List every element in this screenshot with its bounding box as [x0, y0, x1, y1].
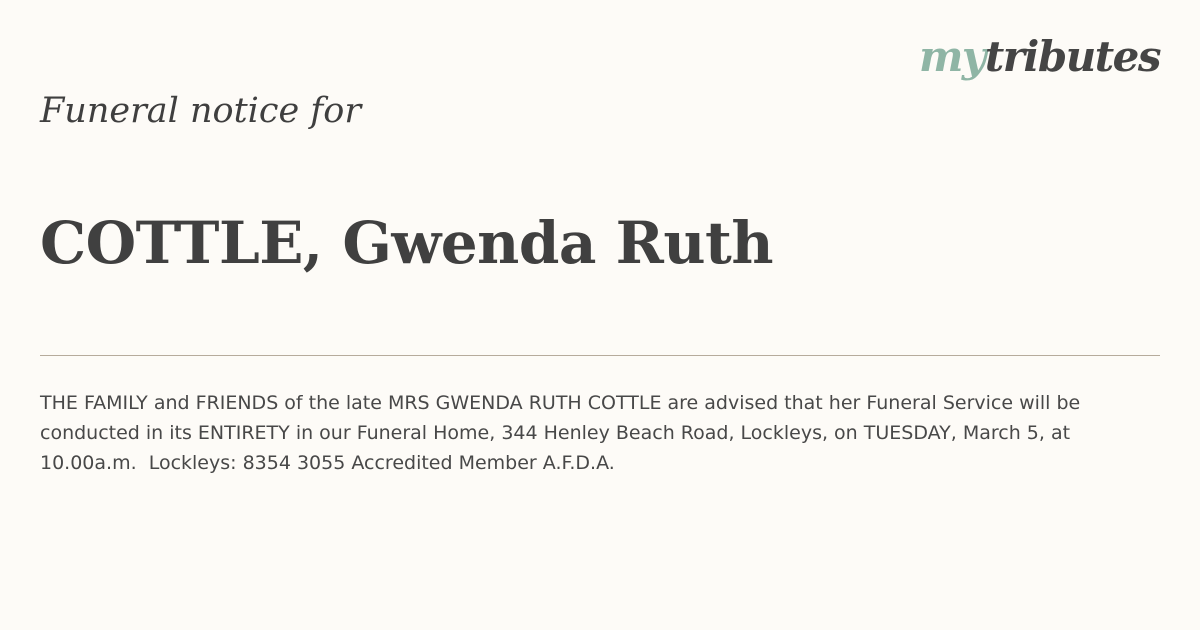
notice-body-text: THE FAMILY and FRIENDS of the late MRS GWENDA RUTH COTTLE are advised that her Funeral Service will be conducted in its ENTIRETY in our Funeral Home, 344 Henley Beach Road, Lockleys, on TUESDAY, March 5, at 10.00a.m. Lockleys: 8354 3055 Accredited Member A.F.D.A.	[40, 392, 1087, 474]
notice-type-label: Funeral notice for	[40, 91, 362, 131]
deceased-name-heading: COTTLE, Gwenda Ruth	[40, 209, 774, 277]
logo-my-text: my	[918, 32, 985, 81]
section-divider	[40, 355, 1160, 356]
mytributes-logo[interactable]	[918, 32, 1160, 81]
logo-tributes-text: tributes	[984, 32, 1160, 81]
